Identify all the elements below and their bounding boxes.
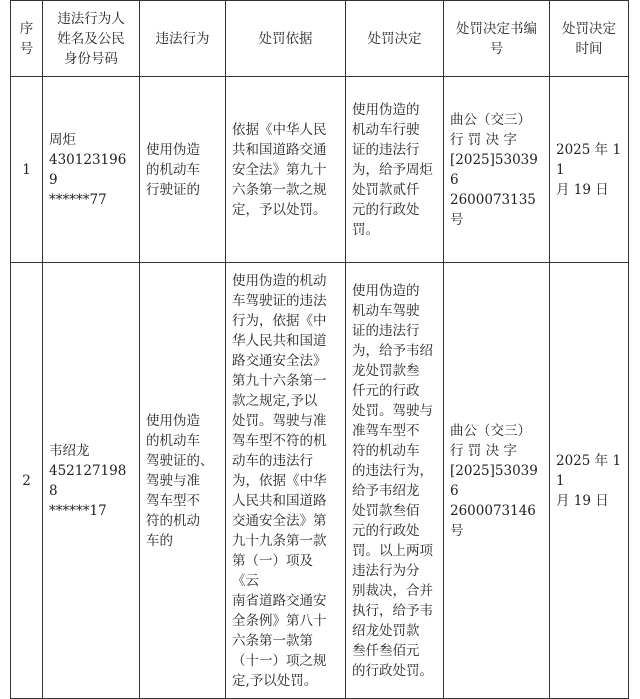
header-decision: 处罚决定 — [346, 1, 444, 77]
header-person: 违法行为人 姓名及公民 身份号码 — [43, 1, 140, 77]
cell-decision: 使用伪造的 机动车行驶 证的违法行 为，给予周炬 处罚款贰仟 元的行政处 罚。 — [346, 77, 444, 263]
penalty-table — [10, 0, 629, 699]
header-date: 处罚决定 时间 — [550, 1, 629, 77]
cell-basis: 依据《中华人民 共和国道路交通 安全法》第九十 六条第一款之规 定，予以处罚。 — [226, 77, 346, 263]
header-basis: 处罚依据 — [226, 1, 346, 77]
cell-act: 使用伪造 的机动车 行驶证的 — [140, 77, 226, 263]
cell-act: 使用伪造 的机动车 驾驶证的、 驾驶与准 驾车型不 符的机动 车的 — [140, 263, 226, 699]
cell-doc-no: 曲公（交三） 行 罚 决 字 [2025]530396 2600073135 号 — [444, 77, 550, 263]
header-seq: 序 号 — [11, 1, 43, 77]
cell-decision: 使用伪造的 机动车驾驶 证的违法行 为，给予韦绍 龙处罚款叁 仟元的行政 处罚。驾驶与 准驾车型不 符的机动车 的违法行为， 给予韦绍龙 处罚款叁佰 元的行政处 罚。以上两项 违法行为分 别裁决，合并 执行，给予韦 绍龙处罚款 叁仟叁佰元 的行政处罚。 — [346, 263, 444, 699]
table-header-row — [11, 1, 629, 77]
cell-seq: 1 — [11, 77, 43, 263]
cell-doc-no: 曲公（交三） 行 罚 决 字 [2025]530396 2600073146 号 — [444, 263, 550, 699]
cell-person: 韦绍龙 4521271988 ******17 — [43, 263, 140, 699]
header-act: 违法行为 — [140, 1, 226, 77]
cell-basis: 使用伪造的机动 车驾驶证的违法 行为，依据《中 华人民共和国道 路交通安全法》 第九十六条第一 款之规定,予以 处罚。驾驶与准 驾车型不符的机 动车的违法行 为，依据《中华 人民共和国道路 交通安全法》第 九十九条第一款 第（一）项及《云 南省道路交通安 全条例》第八十 六条第一款第 （十一）项之规 定,予以处罚。 — [226, 263, 346, 699]
cell-date: 2025 年 11 月 19 日 — [550, 77, 629, 263]
cell-person: 周炬 4301231969 ******77 — [43, 77, 140, 263]
cell-date: 2025 年 11 月 19 日 — [550, 263, 629, 699]
table-row — [11, 77, 629, 263]
header-doc-no: 处罚决定书编 号 — [444, 1, 550, 77]
cell-seq: 2 — [11, 263, 43, 699]
table-row — [11, 263, 629, 699]
